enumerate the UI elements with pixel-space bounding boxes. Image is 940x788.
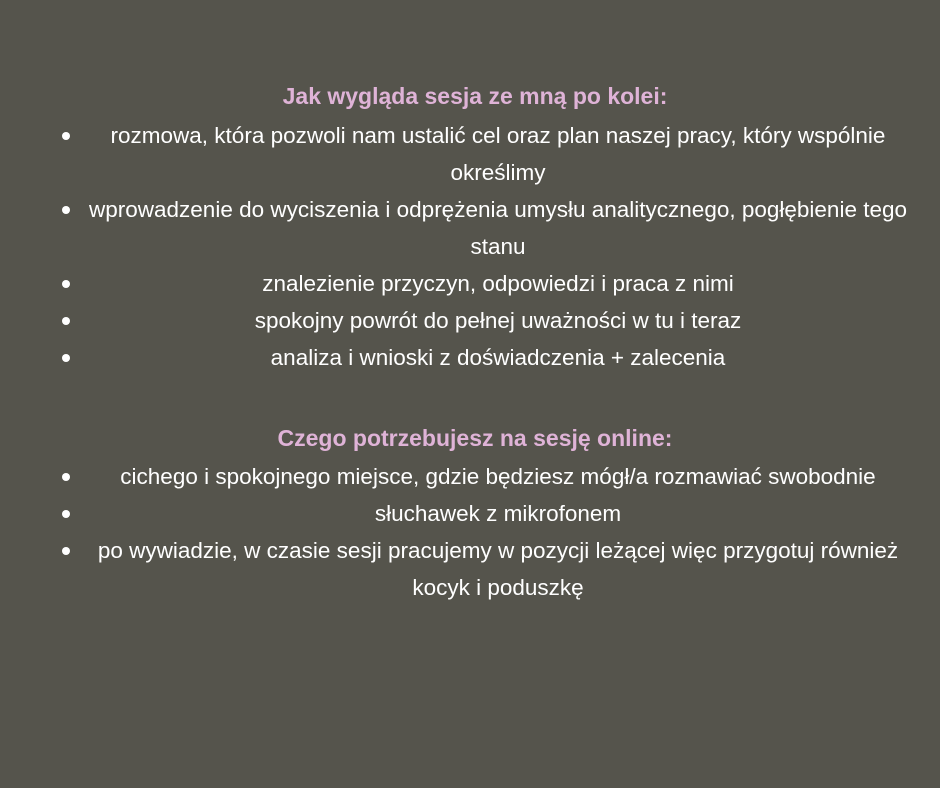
bullet-icon	[62, 510, 70, 518]
bullet-icon	[62, 206, 70, 214]
bullet-icon	[62, 317, 70, 325]
list-item	[0, 339, 940, 376]
list-item	[0, 265, 940, 302]
online-requirements-list	[0, 458, 940, 606]
list-item	[0, 191, 940, 265]
list-item-text: cichego i spokojnego miejsce, gdzie będziesz mógł/a rozmawiać swobodnie	[120, 464, 876, 489]
bullet-icon	[62, 547, 70, 555]
list-item-text: analiza i wnioski z doświadczenia + zalecenia	[270, 345, 726, 370]
list-item	[0, 495, 940, 532]
list-item-text: słuchawek z mikrofonem	[374, 501, 622, 526]
list-item-text: spokojny powrót do pełnej uważności w tu i teraz	[254, 308, 742, 333]
session-steps-list	[0, 117, 940, 376]
session-steps-heading: Jak wygląda sesja ze mną po kolei:	[282, 83, 668, 109]
bullet-icon	[62, 473, 70, 481]
list-item-text: wprowadzenie do wyciszenia i odprężenia umysłu analitycznego, pogłębienie tego stanu	[89, 197, 907, 259]
bullet-icon	[62, 132, 70, 140]
list-item	[0, 117, 940, 191]
online-requirements-heading: Czego potrzebujesz na sesję online:	[277, 425, 673, 451]
bullet-icon	[62, 280, 70, 288]
list-item	[0, 458, 940, 495]
list-item-text: znalezienie przyczyn, odpowiedzi i praca z nimi	[262, 271, 734, 296]
list-item	[0, 532, 940, 606]
bullet-icon	[62, 354, 70, 362]
list-item-text: rozmowa, która pozwoli nam ustalić cel oraz plan naszej pracy, który wspólnie określimy	[110, 123, 886, 185]
list-item	[0, 302, 940, 339]
list-item-text: po wywiadzie, w czasie sesji pracujemy w pozycji leżącej więc przygotuj również kocyk i poduszkę	[97, 538, 899, 600]
